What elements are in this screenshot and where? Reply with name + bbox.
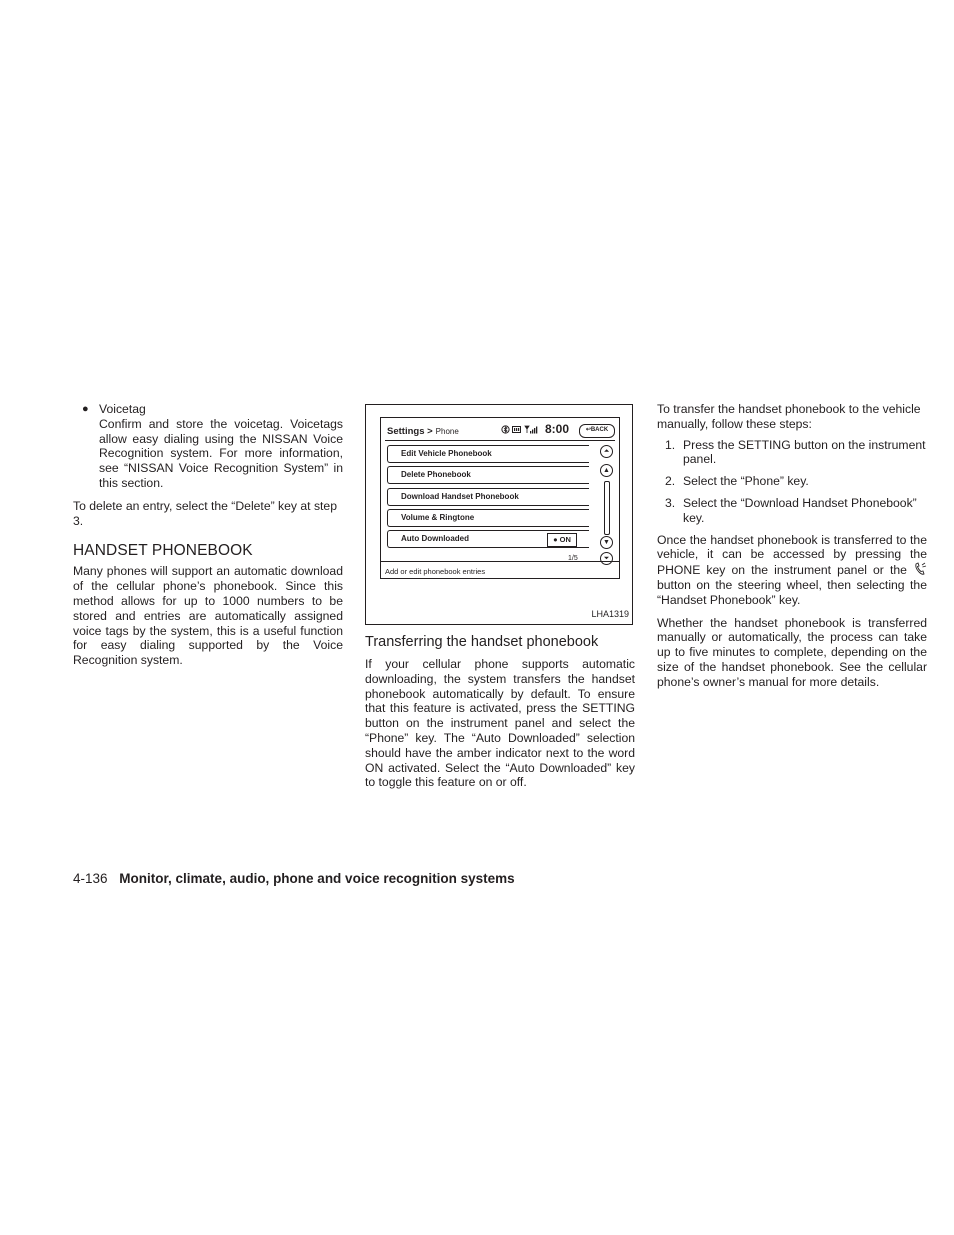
figure-code: LHA1319 bbox=[591, 609, 629, 620]
menu-item-label: Auto Downloaded bbox=[401, 534, 469, 543]
step-number: 1. bbox=[665, 437, 676, 452]
menu-item-delete-phonebook[interactable] bbox=[387, 466, 589, 484]
menu-item-edit-vehicle-phonebook[interactable] bbox=[387, 445, 589, 463]
status-icons bbox=[501, 425, 538, 434]
bluetooth-icon bbox=[501, 425, 510, 434]
double-up-arrow-icon: ⏶ bbox=[603, 448, 610, 455]
screen-divider bbox=[385, 440, 615, 441]
double-down-arrow-icon: ⏷ bbox=[603, 555, 610, 562]
step-item bbox=[657, 438, 927, 468]
menu-item-download-handset-phonebook[interactable] bbox=[387, 488, 589, 506]
delete-note: To delete an entry, select the “Delete” key at step 3. bbox=[73, 498, 337, 528]
step-text: Select the “Phone” key. bbox=[683, 474, 809, 489]
menu-item-label: Edit Vehicle Phonebook bbox=[401, 449, 492, 458]
page-indicator: 1/5 bbox=[568, 555, 578, 562]
middle-body: If your cellular phone supports automatic downloading, the system transfers the handset phonebook automatically by default. To ensure that this feature is activated, press the SETTING button on the instrument panel and select the “Phone” key. The “Auto Downloaded” selection should have the amber indicator next to the word ON activated. Select the “Auto Downloaded” key to toggle this feature on or off. bbox=[365, 657, 635, 790]
scrollbar[interactable] bbox=[604, 481, 610, 535]
steps-intro: To transfer the handset phonebook to the vehicle manually, follow these steps: bbox=[657, 402, 921, 431]
section-body: Many phones will support an automatic download of the cellular phone’s phonebook. Since this method allows for up to 1000 numbers to be stored and entries are automatically assigned voice tags by the system, this is a useful function for easy dialing supported by the Voice Recognition system. bbox=[73, 564, 343, 668]
back-label: BACK bbox=[590, 427, 609, 433]
screen-title bbox=[387, 425, 459, 440]
step-text: Press the SETTING button on the instrument panel. bbox=[683, 437, 926, 467]
up-arrow-icon: ▲ bbox=[603, 467, 610, 474]
step-number: 2. bbox=[665, 474, 676, 489]
page-footer bbox=[73, 871, 515, 886]
menu-item-auto-downloaded[interactable] bbox=[387, 530, 589, 548]
screen-time: 8:00 bbox=[545, 422, 570, 436]
access-paragraph-part-1: Once the handset phonebook is transferred to the vehicle, it can be accessed by pressing the PHONE key on the instrument panel or the bbox=[657, 532, 927, 578]
screen-header bbox=[387, 423, 615, 439]
middle-column bbox=[365, 404, 635, 790]
phone-settings-figure bbox=[365, 404, 633, 625]
on-indicator: ● ON bbox=[547, 533, 577, 547]
chapter-title: Monitor, climate, audio, phone and voice recognition systems bbox=[119, 871, 515, 886]
step-item bbox=[657, 496, 927, 526]
display-screen bbox=[380, 417, 620, 579]
bullet-title: Voicetag bbox=[99, 402, 146, 416]
step-number: 3. bbox=[665, 495, 676, 510]
menu-item-label: Volume & Ringtone bbox=[401, 513, 475, 522]
battery-icon bbox=[512, 425, 522, 434]
step-item bbox=[657, 474, 927, 489]
menu-item-label: Delete Phonebook bbox=[401, 470, 471, 479]
duration-paragraph: Whether the handset phonebook is transferred manually or automatically, the process can take up to five minutes to complete, depending on the size of the handset phonebook. See the cellular phone’s owner’s manual for more details. bbox=[657, 615, 927, 689]
menu-item-volume-ringtone[interactable] bbox=[387, 509, 589, 527]
signal-icon bbox=[524, 425, 538, 434]
access-paragraph-part-2: button on the steering wheel, then selecting the “Handset Phonebook” key. bbox=[657, 577, 927, 607]
section-heading: HANDSET PHONEBOOK bbox=[73, 542, 253, 560]
back-button[interactable] bbox=[579, 424, 615, 438]
subheading: Transferring the handset phonebook bbox=[365, 634, 599, 650]
bullet-dot-icon: ● bbox=[82, 403, 89, 415]
bullet-body: Confirm and store the voicetag. Voicetags allow easy dialing using the NISSAN Voice Recognition system. For more information, see “NISSAN Voice Recognition System” in this section. bbox=[99, 416, 343, 490]
scroll-bottom-button[interactable] bbox=[600, 552, 613, 565]
down-arrow-icon: ▼ bbox=[603, 539, 610, 546]
steering-phone-icon bbox=[913, 562, 927, 576]
scroll-top-button[interactable] bbox=[600, 445, 613, 458]
screen-subtitle: Phone bbox=[435, 427, 459, 436]
scroll-up-button[interactable] bbox=[600, 464, 613, 477]
voicetag-bullet bbox=[73, 402, 343, 491]
screen-title-text: Settings > bbox=[387, 426, 433, 437]
access-paragraph bbox=[657, 533, 927, 608]
menu-item-label: Download Handset Phonebook bbox=[401, 492, 519, 501]
screen-footer-hint: Add or edit phonebook entries bbox=[385, 567, 486, 576]
page-number: 4-136 bbox=[73, 871, 108, 886]
screen-footer-divider bbox=[381, 561, 619, 562]
scroll-down-button[interactable] bbox=[600, 536, 613, 549]
step-text: Select the “Download Handset Phonebook” key. bbox=[683, 495, 917, 525]
back-arrow-icon: ↩ bbox=[585, 427, 591, 433]
steps-list bbox=[657, 438, 927, 526]
right-column bbox=[657, 402, 927, 690]
left-column bbox=[73, 402, 343, 668]
